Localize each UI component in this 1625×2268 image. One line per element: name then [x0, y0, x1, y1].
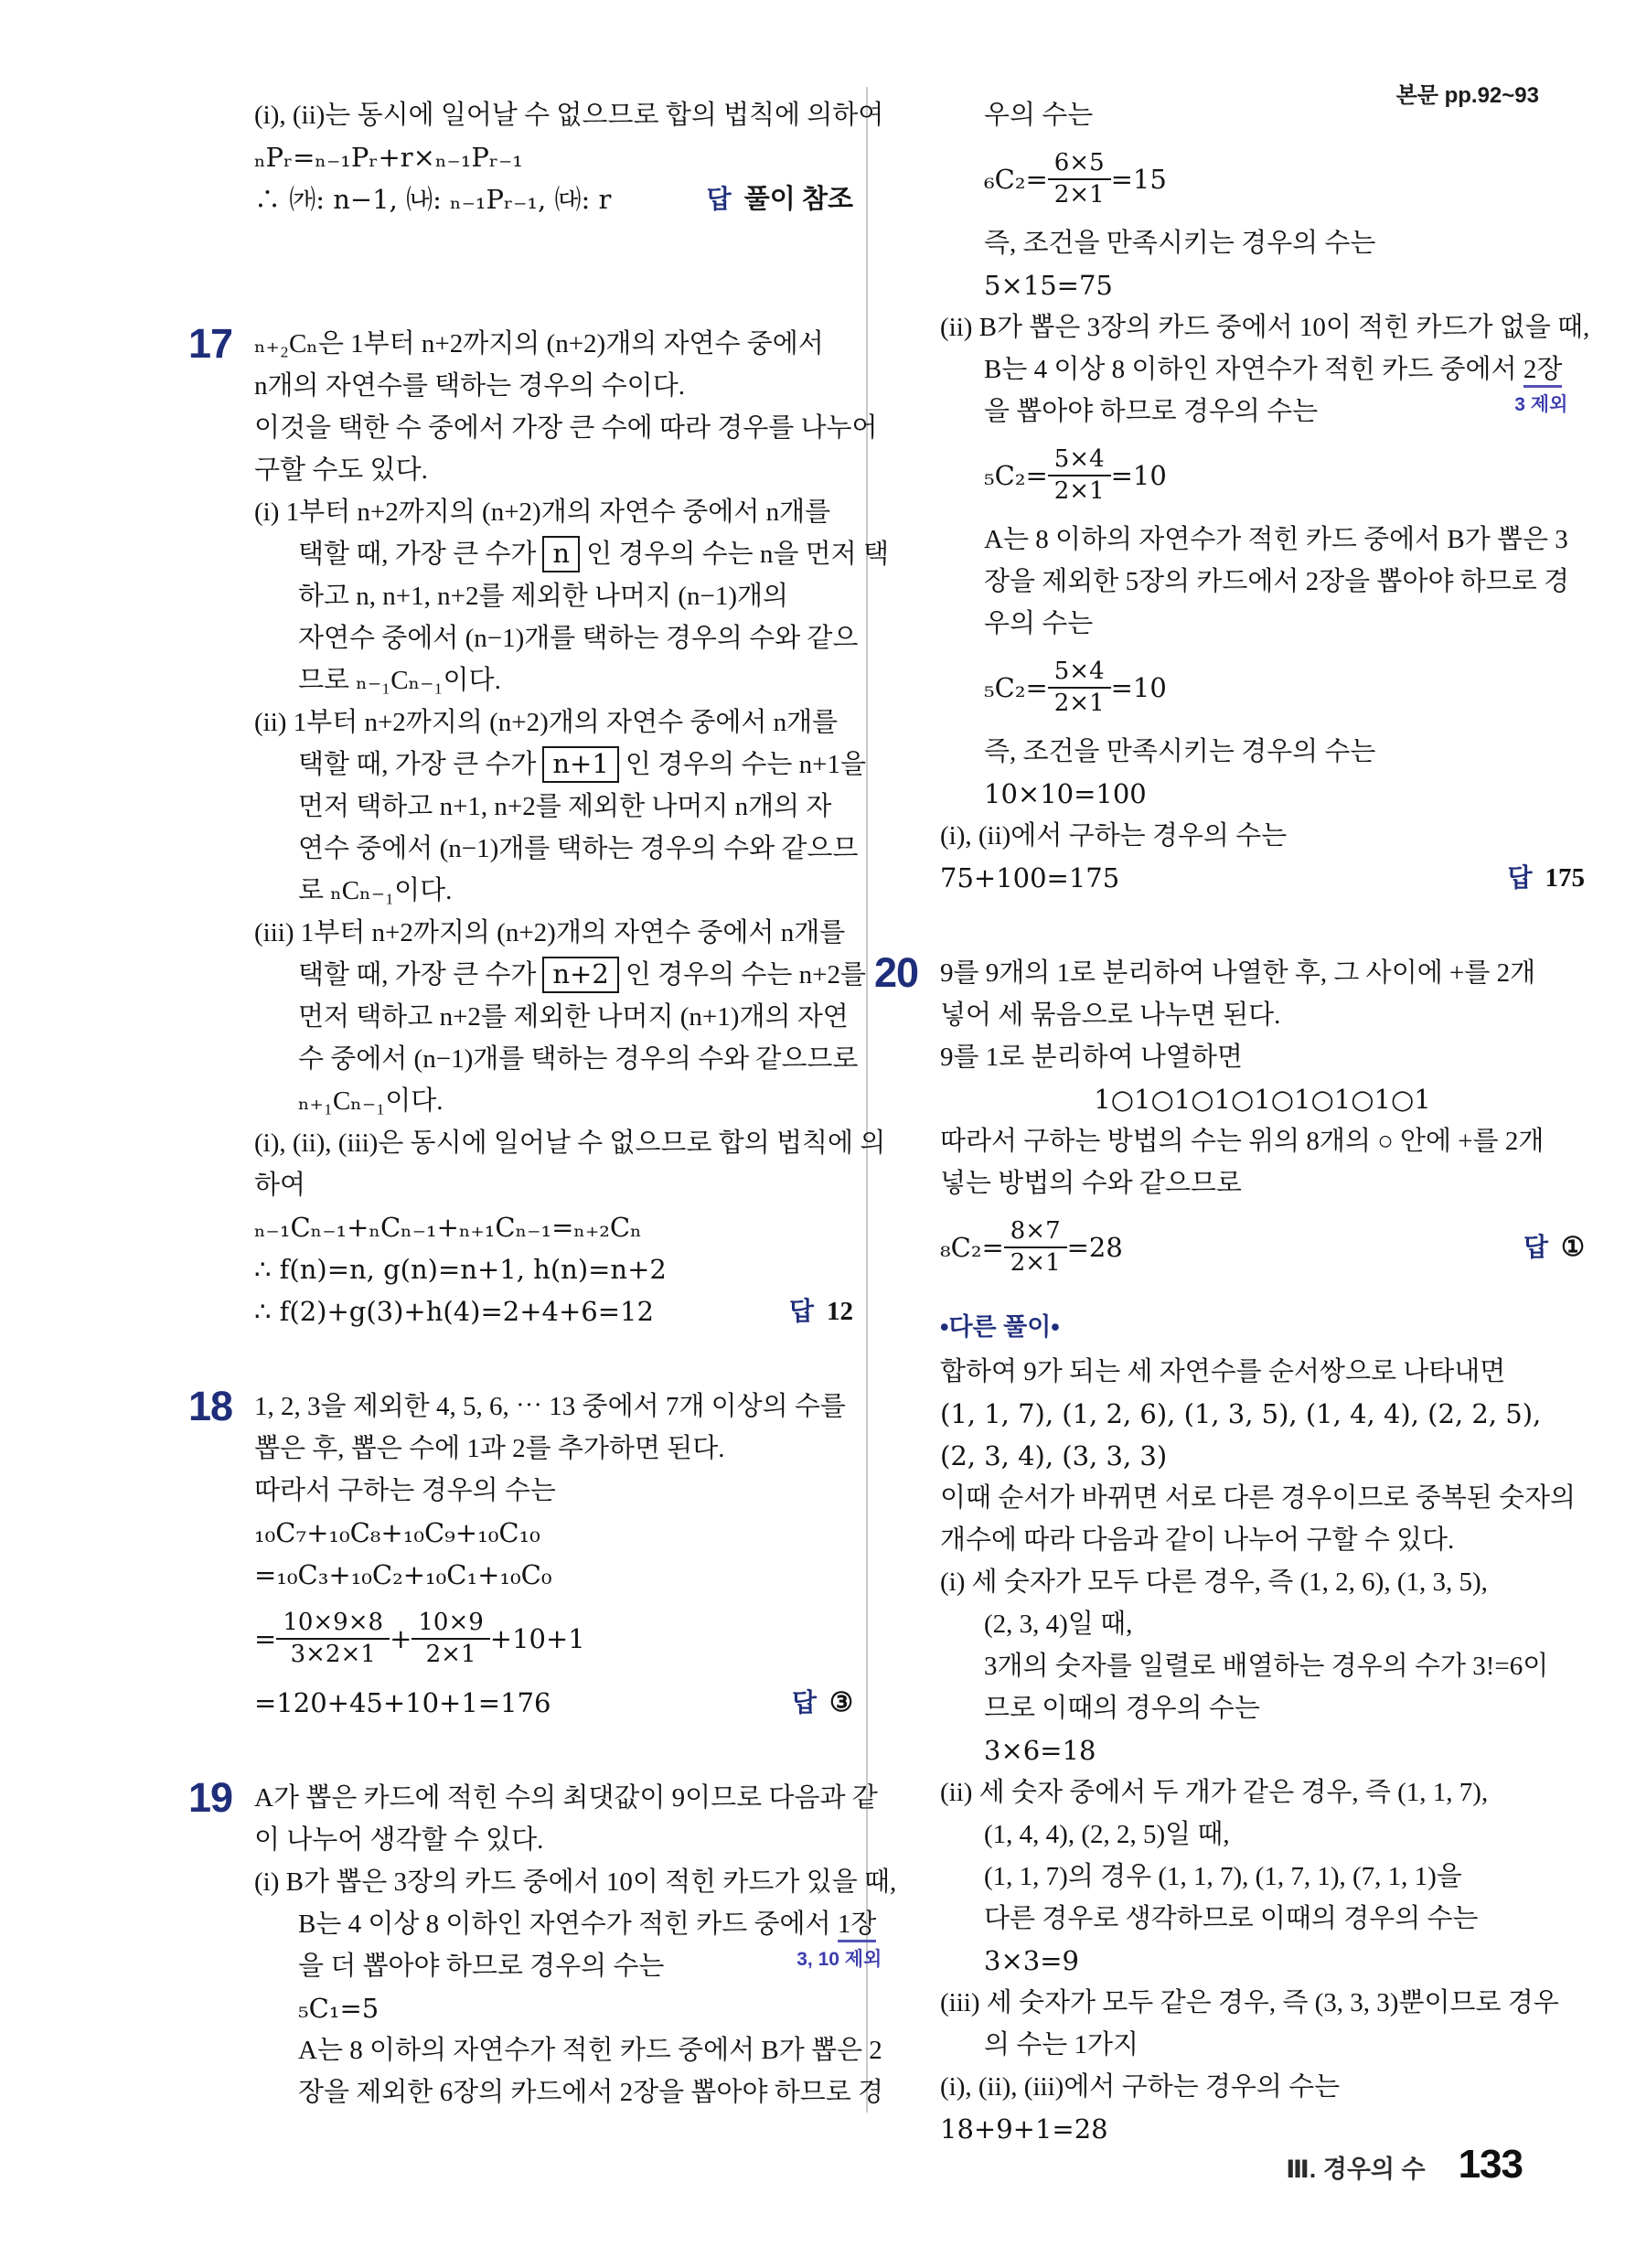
text-line — [254, 1945, 853, 1987]
text-line — [940, 433, 1585, 519]
text-line — [940, 1435, 1585, 1477]
math-segment: ∴ ㈎: n−1, ㈏: ₙ₋₁Pᵣ₋₁, ㈐: r — [254, 184, 612, 215]
text-segment: 3개의 숫자를 일렬로 배열하는 경우의 수가 3!=6이 — [984, 1652, 1549, 1681]
solution-continuation — [876, 94, 1590, 899]
math-segment: =28 — [1066, 1232, 1123, 1263]
math-segment: ₁₀C₇+₁₀C₈+₁₀C₉+₁₀C₁₀ — [254, 1517, 540, 1548]
math-segment: ₙ₋₁Cₙ₋₁+ₙCₙ₋₁+ₙ₊₁Cₙ₋₁=ₙ₊₂Cₙ — [254, 1212, 642, 1243]
fraction-numerator: 10×9 — [412, 1608, 489, 1641]
text-line — [940, 1351, 1585, 1393]
math-segment: +10+1 — [489, 1623, 585, 1654]
text-segment: 택할 때, 가장 큰 수가 — [298, 960, 537, 990]
problem-number: 19 — [188, 1774, 233, 1821]
answer-badge — [792, 1682, 853, 1724]
text-line — [940, 136, 1585, 222]
text-line — [254, 575, 853, 617]
text-line — [940, 1036, 1585, 1078]
problem-20 — [874, 949, 1585, 2150]
text-line — [254, 2029, 882, 2071]
math-segment: ₅C₂= — [984, 672, 1048, 703]
answer-label: 답 — [1507, 863, 1533, 892]
math-segment: =15 — [1110, 164, 1167, 195]
text-line — [254, 1596, 853, 1682]
text-segment: 수 중에서 (n−1)개를 택하는 경우의 수와 같으므로 — [298, 1044, 859, 1074]
text-segment: (i), (ii), (iii)에서 구하는 경우의 수는 — [940, 2072, 1341, 2102]
text-line — [254, 786, 853, 828]
fraction-denominator: 2×1 — [425, 1641, 476, 1669]
text-line — [254, 323, 853, 365]
text-line — [940, 731, 1585, 773]
math-segment: 1○1○1○1○1○1○1○1○1 — [1094, 1084, 1431, 1115]
text-line — [940, 306, 1590, 348]
math-segment: 18+9+1=28 — [940, 2113, 1108, 2145]
text-segment: 즉, 조건을 만족시키는 경우의 수는 — [984, 229, 1376, 258]
text-line — [940, 222, 1585, 264]
text-segment: B는 4 이상 8 이하인 자연수가 적힌 카드 중에서 — [984, 355, 1523, 384]
page-footer — [1286, 2142, 1523, 2188]
text-line — [940, 1771, 1585, 1813]
math-segment: ∴ f(n)=n, g(n)=n+1, h(n)=n+2 — [254, 1254, 667, 1285]
fraction-denominator: 2×1 — [1053, 477, 1105, 506]
math-segment: ₈C₂= — [940, 1232, 1004, 1263]
text-segment: (iii) 세 숫자가 모두 같은 경우, 즉 (3, 3, 3)뿐이므로 경우 — [940, 1988, 1559, 2017]
text-line — [254, 1038, 859, 1080]
text-line — [254, 828, 859, 870]
text-segment: (1, 1, 7)의 경우 (1, 1, 7), (1, 7, 1), (7, 1, 1)을 — [984, 1862, 1462, 1891]
text-segment: A는 8 이하의 자연수가 적힌 카드 중에서 B가 뽑은 3 — [984, 525, 1568, 554]
text-line — [254, 1122, 886, 1164]
text-line — [254, 178, 853, 220]
text-segment: (1, 4, 4), (2, 2, 5)일 때, — [984, 1820, 1230, 1849]
text-segment: (ii) 1부터 n+2까지의 (n+2)개의 자연수 중에서 n개를 — [254, 708, 839, 737]
math-segment: =120+45+10+1=176 — [254, 1687, 551, 1718]
text-line — [254, 912, 853, 954]
text-line — [254, 996, 853, 1038]
fraction — [1048, 657, 1111, 721]
problem-19 — [188, 1774, 897, 2113]
text-segment: 즉, 조건을 만족시키는 경우의 수는 — [984, 737, 1376, 766]
alternative-solution-label — [940, 1303, 1585, 1351]
text-segment: 먼저 택하고 n+2를 제외한 나머지 (n+1)개의 자연 — [298, 1002, 849, 1032]
text-segment: 9를 1로 분리하여 나열하면 — [940, 1043, 1243, 1072]
text-segment: (ii) B가 뽑은 3장의 카드 중에서 10이 적힌 카드가 없을 때, — [940, 313, 1590, 342]
math-segment: ₙPᵣ=ₙ₋₁Pᵣ+r×ₙ₋₁Pᵣ₋₁ — [254, 142, 523, 173]
text-line — [254, 407, 878, 449]
fraction-denominator: 2×1 — [1010, 1249, 1061, 1278]
chapter-label: Ⅲ. 경우의 수 — [1286, 2156, 1426, 2183]
answer-value: 175 — [1545, 863, 1585, 893]
text-line — [940, 815, 1585, 857]
text-line — [254, 744, 867, 786]
text-line — [940, 2024, 1585, 2066]
text-line — [940, 390, 1585, 433]
text-line — [940, 1120, 1585, 1162]
text-line — [254, 491, 853, 533]
text-line — [254, 1861, 897, 1903]
text-segment: 이때 순서가 바뀌면 서로 다른 경우이므로 중복된 숫자의 — [940, 1483, 1577, 1513]
text-line — [940, 264, 1585, 306]
text-segment: 하여 — [254, 1171, 306, 1200]
fraction-numerator: 5×4 — [1048, 444, 1111, 477]
fraction-numerator: 10×9×8 — [276, 1608, 390, 1641]
text-segment: 로 ₙCₙ₋₁이다. — [298, 876, 453, 905]
text-segment: (i), (ii), (iii)은 동시에 일어날 수 없으므로 합의 법칙에 의 — [254, 1129, 886, 1158]
fraction — [412, 1608, 489, 1672]
text-segment: 인 경우의 수는 n을 먼저 택 — [586, 540, 889, 569]
text-line — [254, 2071, 884, 2113]
math-segment: =10 — [1110, 672, 1167, 703]
text-segment: 장을 제외한 6장의 카드에서 2장을 뽑아야 하므로 경 — [298, 2078, 884, 2107]
text-line — [940, 1645, 1585, 1687]
text-segment: 인 경우의 수는 n+2를 — [625, 960, 867, 990]
text-segment: 1, 2, 3을 제외한 4, 5, 6, ⋯ 13 중에서 7개 이상의 수를 — [254, 1392, 846, 1421]
text-line — [254, 1554, 853, 1596]
text-segment: 뽑은 후, 뽑은 수에 1과 2를 추가하면 된다. — [254, 1434, 725, 1463]
text-line — [254, 1470, 853, 1512]
text-segment: (ii) 세 숫자 중에서 두 개가 같은 경우, 즉 (1, 1, 7), — [940, 1778, 1489, 1807]
text-line — [254, 1512, 853, 1554]
math-segment: =10 — [1110, 460, 1167, 491]
problem-18 — [190, 1385, 853, 1724]
fraction-denominator: 3×2×1 — [290, 1641, 376, 1669]
text-line — [940, 1204, 1585, 1290]
text-segment: 연수 중에서 (n−1)개를 택하는 경우의 수와 같으므 — [298, 834, 859, 863]
math-segment: 3×3=9 — [984, 1945, 1079, 1976]
text-segment: (i) B가 뽑은 3장의 카드 중에서 10이 적힌 카드가 있을 때, — [254, 1867, 897, 1897]
solution-continuation — [190, 94, 884, 220]
answer-value: ① — [1561, 1233, 1585, 1262]
math-segment: ₆C₂= — [984, 164, 1048, 195]
text-segment: n개의 자연수를 택하는 경우의 수이다. — [254, 371, 685, 401]
text-line — [940, 1982, 1585, 2024]
text-segment: B는 4 이상 8 이하인 자연수가 적힌 카드 중에서 — [298, 1910, 838, 1939]
text-segment: 개수에 따라 다음과 같이 나누어 구할 수 있다. — [940, 1525, 1455, 1555]
text-line — [940, 561, 1585, 603]
boxed-expression: n+2 — [542, 957, 618, 993]
answer-label: 답 — [791, 1688, 817, 1717]
fraction — [1048, 148, 1111, 212]
text-line — [254, 1682, 853, 1724]
text-segment: 의 수는 1가지 — [984, 2030, 1139, 2059]
answer-value: ③ — [829, 1688, 853, 1717]
text-line — [254, 1777, 878, 1819]
text-segment: 우의 수는 — [984, 609, 1094, 638]
text-line — [940, 1162, 1585, 1204]
answer-value: 12 — [827, 1297, 853, 1326]
text-segment: (iii) 1부터 n+2까지의 (n+2)개의 자연수 중에서 n개를 — [254, 918, 846, 947]
underlined-text: 1장 3, 10 제외 — [796, 1910, 882, 1970]
text-segment: ₙ₊₁Cₙ₋₁이다. — [298, 1086, 444, 1116]
text-segment: 넣어 세 묶음으로 나누면 된다. — [940, 1000, 1281, 1030]
text-line — [940, 1603, 1585, 1645]
text-line — [254, 449, 853, 491]
text-line — [940, 1898, 1585, 1940]
text-line — [254, 136, 853, 178]
text-segment: (2, 3, 4)일 때, — [984, 1610, 1133, 1639]
text-segment: ₙ₊₂Cₙ은 1부터 n+2까지의 (n+2)개의 자연수 중에서 — [254, 329, 824, 358]
text-segment: 을 더 뽑아야 하므로 경우의 수는 — [298, 1952, 665, 1981]
boxed-expression: n — [542, 536, 580, 572]
text-line — [254, 870, 853, 912]
fraction-denominator: 2×1 — [1053, 690, 1105, 718]
margin-annotation: 3 제외 — [1514, 394, 1568, 415]
margin-annotation: 3, 10 제외 — [796, 1949, 882, 1970]
text-line — [254, 1385, 853, 1428]
text-line — [254, 365, 853, 407]
text-segment: 므로 이때의 경우의 수는 — [984, 1694, 1260, 1723]
text-line — [254, 659, 853, 701]
problem-number: 18 — [188, 1383, 233, 1429]
answer-label: 답 — [788, 1297, 814, 1325]
text-line — [940, 773, 1585, 815]
text-segment: 택할 때, 가장 큰 수가 — [298, 540, 537, 569]
math-segment: 5×15=75 — [984, 270, 1113, 301]
text-line — [254, 1819, 853, 1861]
text-line — [254, 701, 853, 744]
math-segment: =₁₀C₃+₁₀C₂+₁₀C₁+₁₀C₀ — [254, 1559, 552, 1590]
text-line — [940, 1393, 1585, 1435]
text-segment: 9를 9개의 1로 분리하여 나열한 후, 그 사이에 +를 2개 — [940, 958, 1536, 988]
math-segment: (2, 3, 4), (3, 3, 3) — [940, 1440, 1168, 1471]
text-line — [254, 1428, 853, 1470]
text-line — [940, 1940, 1585, 1982]
text-line — [254, 1080, 853, 1122]
answer-label: 답 — [1523, 1233, 1548, 1261]
text-line — [254, 94, 884, 136]
text-line — [940, 1561, 1585, 1603]
text-line — [940, 1519, 1585, 1561]
math-segment: 3×6=18 — [984, 1735, 1096, 1766]
text-segment: 하고 n, n+1, n+2를 제외한 나머지 (n−1)개의 — [298, 582, 789, 611]
text-segment: A는 8 이하의 자연수가 적힌 카드 중에서 B가 뽑은 2 — [298, 2036, 882, 2065]
text-line — [940, 994, 1585, 1036]
text-segment: (i) 세 숫자가 모두 다른 경우, 즉 (1, 2, 6), (1, 3, 5), — [940, 1567, 1488, 1597]
text-segment: 우의 수는 — [984, 101, 1094, 130]
problem-number: 20 — [874, 949, 919, 996]
fraction — [1004, 1216, 1067, 1280]
text-segment: 따라서 구하는 방법의 수는 위의 8개의 ○ 안에 +를 2개 — [940, 1127, 1545, 1156]
problem-17 — [188, 320, 889, 1332]
text-segment: •다른 풀이• — [940, 1313, 1060, 1341]
text-segment: A가 뽑은 카드에 적힌 수의 최댓값이 9이므로 다음과 같 — [254, 1783, 878, 1813]
text-line — [254, 1290, 853, 1332]
text-segment: 합하여 9가 되는 세 자연수를 순서쌍으로 나타내면 — [940, 1357, 1506, 1386]
text-segment: 먼저 택하고 n+1, n+2를 제외한 나머지 n개의 자 — [298, 792, 832, 821]
text-line — [940, 1856, 1585, 1898]
page-header-reference: 본문 pp.92~93 — [1395, 83, 1539, 108]
fraction-denominator: 2×1 — [1053, 181, 1105, 209]
text-line — [940, 1477, 1585, 1519]
answer-badge — [789, 1290, 853, 1332]
text-line — [254, 533, 889, 575]
text-line — [254, 954, 867, 996]
fraction-numerator: 5×4 — [1048, 657, 1111, 690]
page-number: 133 — [1458, 2142, 1523, 2187]
text-segment: 구할 수도 있다. — [254, 455, 428, 485]
answer-badge — [707, 178, 853, 220]
answer-badge — [1507, 857, 1585, 899]
math-segment: 75+100=175 — [940, 862, 1120, 893]
text-segment: 이것을 택한 수 중에서 가장 큰 수에 따라 경우를 나누어 — [254, 413, 878, 443]
fraction-numerator: 8×7 — [1004, 1216, 1067, 1249]
text-line — [940, 94, 1585, 136]
text-segment: 장을 제외한 5장의 카드에서 2장을 뽑아야 하므로 경 — [984, 567, 1570, 596]
text-segment: 넣는 방법의 수와 같으므로 — [940, 1169, 1242, 1198]
text-line — [940, 1813, 1585, 1856]
text-segment: 을 뽑아야 하므로 경우의 수는 — [984, 397, 1319, 426]
text-line — [940, 645, 1585, 731]
fraction — [276, 1608, 390, 1672]
text-line — [254, 1987, 853, 2029]
text-segment: 다른 경우로 생각하므로 이때의 경우의 수는 — [984, 1904, 1479, 1933]
problem-number: 17 — [188, 320, 233, 367]
math-segment: + — [390, 1623, 412, 1654]
text-segment: 따라서 구하는 경우의 수는 — [254, 1476, 556, 1505]
text-line — [940, 1729, 1585, 1771]
text-line — [940, 603, 1585, 645]
text-segment: (i), (ii)에서 구하는 경우의 수는 — [940, 821, 1288, 850]
text-segment: 므로 ₙ₋₁Cₙ₋₁이다. — [298, 666, 501, 695]
underlined-text: 2장 3 제외 — [1514, 355, 1568, 415]
text-line — [254, 617, 859, 659]
text-line — [940, 857, 1585, 899]
text-line — [254, 1206, 853, 1248]
right-column — [874, 94, 1590, 2150]
answer-value: 풀이 참조 — [743, 185, 853, 214]
answer-badge — [1523, 1204, 1585, 1290]
text-line — [940, 952, 1585, 994]
boxed-expression: n+1 — [542, 746, 618, 783]
text-segment: 인 경우의 수는 n+1을 — [625, 750, 867, 779]
text-line — [940, 1687, 1585, 1729]
text-line — [940, 1078, 1585, 1120]
text-line — [254, 1248, 853, 1290]
text-segment: (i) 1부터 n+2까지의 (n+2)개의 자연수 중에서 n개를 — [254, 497, 831, 527]
text-segment: 자연수 중에서 (n−1)개를 택하는 경우의 수와 같으 — [298, 624, 859, 653]
math-segment: ₅C₂= — [984, 460, 1048, 491]
math-segment: ₅C₁=5 — [298, 1993, 380, 2024]
text-segment: 택할 때, 가장 큰 수가 — [298, 750, 537, 779]
answer-label: 답 — [706, 185, 732, 213]
math-segment: 10×10=100 — [984, 778, 1147, 809]
text-segment: (i), (ii)는 동시에 일어날 수 없으므로 합의 법칙에 의하여 — [254, 101, 884, 130]
fraction-numerator: 6×5 — [1048, 148, 1111, 181]
text-segment: 이 나누어 생각할 수 있다. — [254, 1825, 544, 1855]
text-line — [940, 519, 1585, 561]
fraction — [1048, 444, 1111, 508]
text-line — [940, 2066, 1585, 2108]
math-segment: (1, 1, 7), (1, 2, 6), (1, 3, 5), (1, 4, 4), (2, 2, 5), — [940, 1398, 1542, 1429]
text-line — [254, 1164, 853, 1206]
math-segment: = — [254, 1623, 277, 1654]
left-column — [188, 94, 897, 2113]
math-segment: ∴ f(2)+g(3)+h(4)=2+4+6=12 — [254, 1296, 654, 1327]
